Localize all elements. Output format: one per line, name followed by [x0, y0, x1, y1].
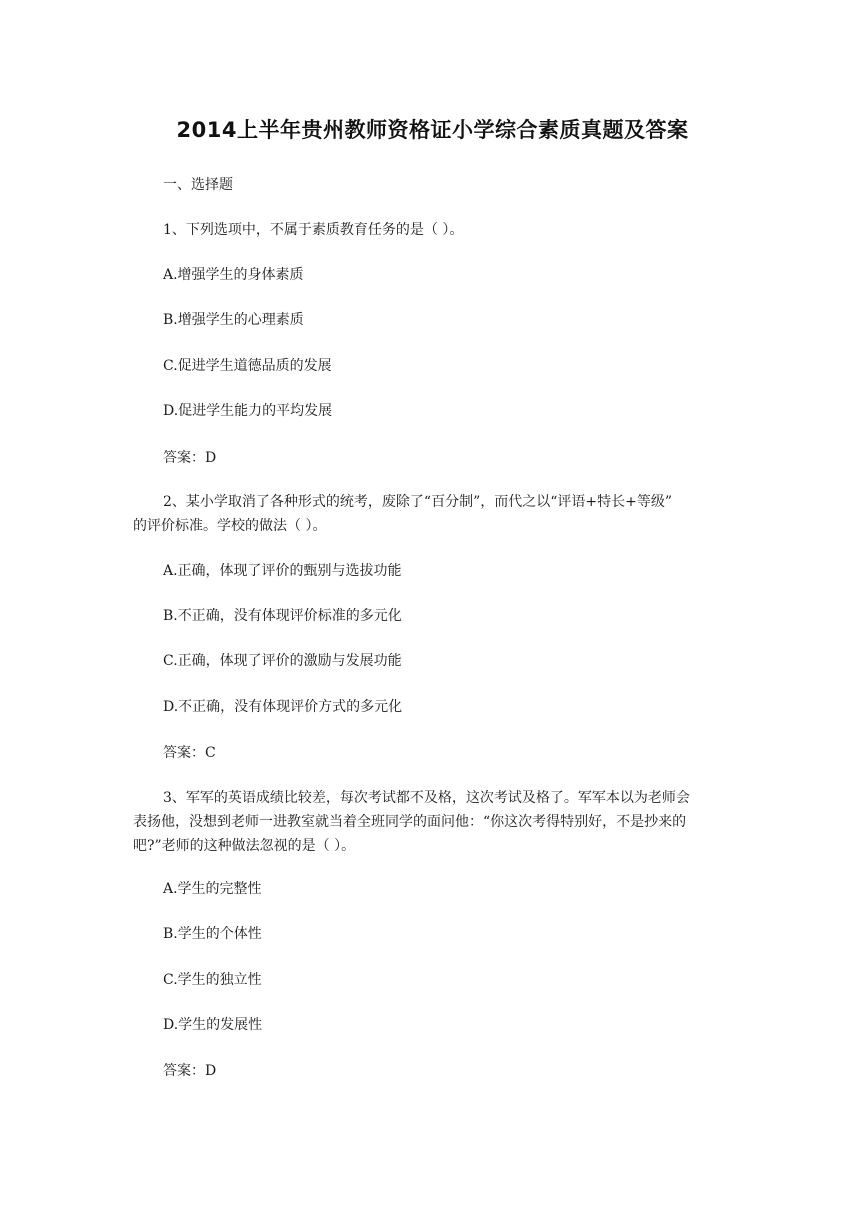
question-2-answer: 答案：C [163, 745, 216, 761]
question-3-option-a: A.学生的完整性 [163, 881, 262, 897]
question-1-answer: 答案：D [163, 450, 217, 466]
question-1-option-a: A.增强学生的身体素质 [163, 267, 304, 283]
question-3-option-d: D.学生的发展性 [163, 1017, 263, 1033]
question-3-answer: 答案：D [163, 1063, 217, 1079]
question-1-stem: 1、下列选项中，不属于素质教育任务的是（ ）。 [163, 222, 464, 238]
question-3-stem-line-3: 吧?”老师的这种做法忽视的是（ ）。 [133, 838, 356, 854]
question-3-option-b: B.学生的个体性 [163, 926, 262, 942]
question-2-stem [133, 490, 738, 538]
question-3-stem-line-1: 3、军军的英语成绩比较差，每次考试都不及格，这次考试及格了。军军本以为老师会 [163, 790, 690, 806]
question-2-option-b: B.不正确，没有体现评价标准的多元化 [163, 608, 402, 624]
question-2-option-a: A.正确，体现了评价的甄别与选拔功能 [163, 563, 402, 579]
section-heading: 一、选择题 [163, 177, 233, 193]
question-3-stem-line-2: 表扬他，没想到老师一进教室就当着全班同学的面问他：“你这次考得特别好，不是抄来的 [133, 814, 687, 830]
question-1-option-b: B.增强学生的心理素质 [163, 312, 304, 328]
question-2-stem-line-2: 的评价标准。学校的做法（ ）。 [133, 518, 327, 534]
question-3-option-c: C.学生的独立性 [163, 972, 262, 988]
question-2-option-d: D.不正确，没有体现评价方式的多元化 [163, 699, 403, 715]
question-2-stem-line-1: 2、某小学取消了各种形式的统考，废除了“百分制”，而代之以“评语+特长+等级” [163, 494, 672, 510]
document-title: 2014上半年贵州教师资格证小学综合素质真题及答案 [176, 118, 689, 142]
question-2-option-c: C.正确，体现了评价的激励与发展功能 [163, 653, 402, 669]
question-3-stem [133, 786, 738, 858]
question-1-option-c: C.促进学生道德品质的发展 [163, 358, 332, 374]
question-1-option-d: D.促进学生能力的平均发展 [163, 403, 333, 419]
